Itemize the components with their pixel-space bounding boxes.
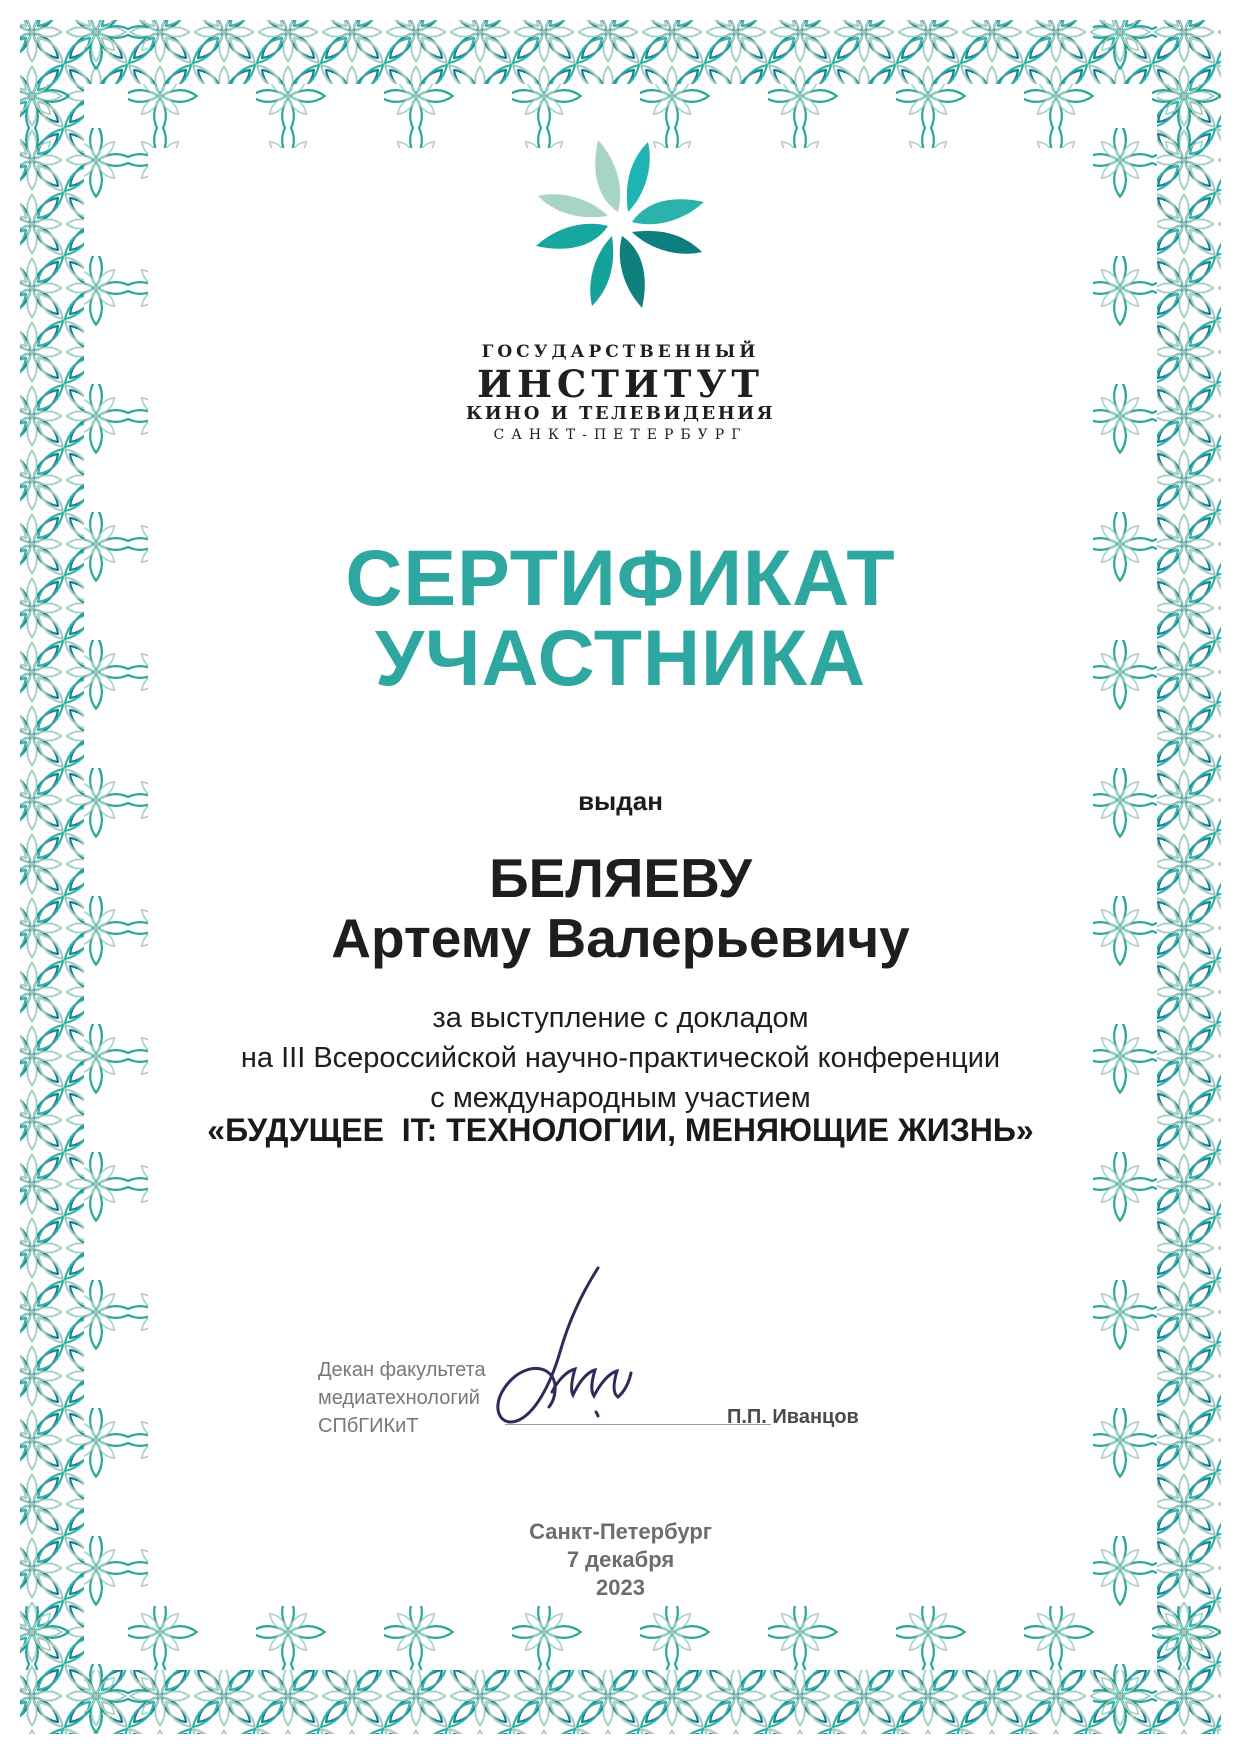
recipient-surname: БЕЛЯЕВУ <box>489 847 752 909</box>
footer-date-block <box>0 1518 1241 1602</box>
footer-date: 7 декабря <box>566 1547 675 1572</box>
org-city-line: САНКТ-ПЕТЕРБУРГ <box>493 427 748 443</box>
certificate-title-line1: СЕРТИФИКАТ <box>345 533 896 622</box>
certificate-title-line2: УЧАСТНИКА <box>374 613 867 702</box>
org-name-line1: ГОСУДАРСТВЕННЫЙ <box>481 342 760 362</box>
org-name-line2: ИНСТИТУТ <box>477 362 764 406</box>
footer-city: Санкт-Петербург <box>529 1519 712 1544</box>
award-description-line3: с международным участием <box>430 1082 811 1114</box>
award-description-line1: за выступление с докладом <box>432 1002 809 1034</box>
conference-title: «БУДУЩЕЕ IT: ТЕХНОЛОГИИ, МЕНЯЮЩИЕ ЖИЗНЬ» <box>207 1112 1034 1148</box>
org-name-line3: КИНО И ТЕЛЕВИДЕНИЯ <box>465 403 776 424</box>
issued-label: выдан <box>578 786 663 816</box>
institute-logo-icon <box>520 126 720 322</box>
award-description-line2: на III Всероссийской научно-практической конференции <box>240 1042 1001 1074</box>
footer-year: 2023 <box>596 1575 645 1600</box>
signer-name: П.П. Иванцов <box>727 1406 859 1428</box>
signer-position-line2: медиатехнологий <box>318 1387 480 1409</box>
recipient-name: Артему Валерьевичу <box>331 907 910 969</box>
signer-position-line1: Декан факультета <box>318 1359 486 1381</box>
handwritten-signature-icon <box>448 1262 668 1438</box>
award-description <box>0 998 1241 1118</box>
signer-position-line3: СПбГИКиТ <box>318 1415 419 1437</box>
